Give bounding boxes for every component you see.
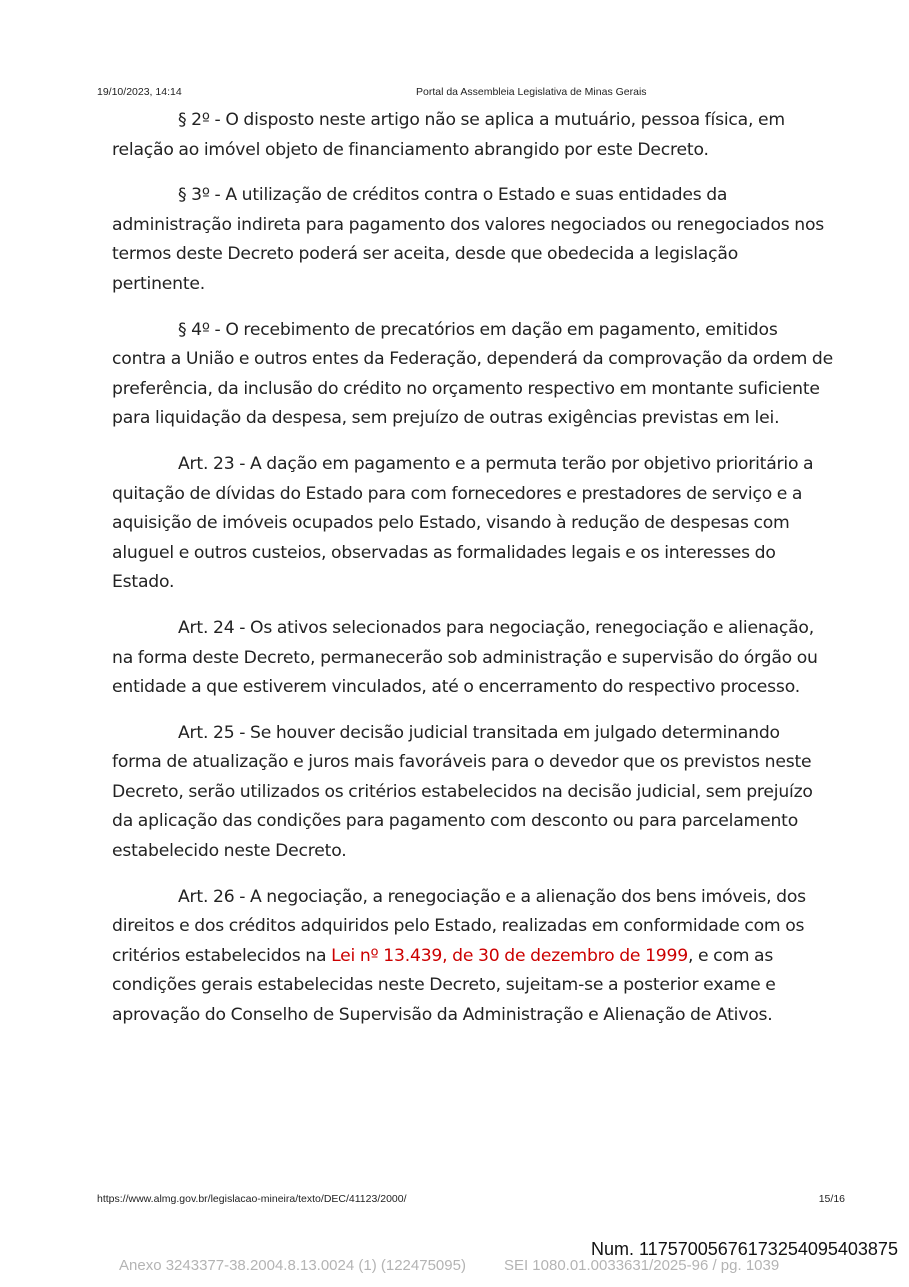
art26-text-after: , e com as condições gerais estabelecidas neste Decreto, sujeitam-se a posterior exame e aprovação do Conselho de Supervisão da Administração e Alienação de Ativos. <box>112 945 776 1026</box>
paragraph-art23: Art. 23 - A dação em pagamento e a permuta terão por objetivo prioritário a quitação de dívidas do Estado para com fornecedores e prestadores de serviço e a aquisição de imóveis ocupados pelo Estado, visando à redução de despesas com aluguel e outros custeios, observadas as formalidades legais e os interesses do Estado. <box>112 453 814 593</box>
paragraph-art25: Art. 25 - Se houver decisão judicial transitada em julgado determinando forma de atualização e juros mais favoráveis para o devedor que os previstos neste Decreto, serão utilizados os critérios estabelecidos na decisão judicial, sem prejuízo da aplicação das condições para pagamento com desconto ou para parcelamento estabelecido neste Decreto. <box>112 722 813 862</box>
sei-page-label: SEI 1080.01.0033631/2025-96 / pg. 1039 <box>503 1257 780 1274</box>
print-header <box>97 86 845 100</box>
paragraph-art22-par3: § 3º - A utilização de créditos contra o Estado e suas entidades da administração indireta para pagamento dos valores negociados ou renegociados nos termos deste Decreto poderá ser aceita, desde que obedecida a legislação pertinente. <box>112 185 825 294</box>
art26-text-before: Art. 26 - A negociação, a renegociação e a alienação dos bens imóveis, dos direitos e dos créditos adquiridos pelo Estado, realizadas em conformidade com os critérios estabelecidos na <box>112 886 806 966</box>
sei-stamp <box>119 1257 779 1274</box>
paragraph-art24: Art. 24 - Os ativos selecionados para negociação, renegociação e alienação, na forma deste Decreto, permanecerão sob administração e supervisão do órgão ou entidade a que estiverem vinculados, até o encerramento do respectivo processo. <box>112 617 818 698</box>
print-url: https://www.almg.gov.br/legislacao-mineira/texto/DEC/41123/2000/ <box>97 1193 407 1205</box>
print-footer <box>97 1193 845 1207</box>
document-body <box>112 106 834 1047</box>
print-page-number: 15/16 <box>818 1193 845 1205</box>
document-number-stamp: Num. 11757005676173254095403875 <box>591 1239 898 1259</box>
paragraph-art22-par4: § 4º - O recebimento de precatórios em dação em pagamento, emitidos contra a União e outros entes da Federação, dependerá da comprovação da ordem de preferência, da inclusão do crédito no orçamento respectivo em montante suficiente para liquidação da despesa, sem prejuízo de outras exigências previstas em lei. <box>112 319 834 429</box>
paragraph-art22-par2: § 2º - O disposto neste artigo não se aplica a mutuário, pessoa física, em relação ao imóvel objeto de financiamento abrangido por este Decreto. <box>112 110 785 160</box>
anexo-label: Anexo 3243377-38.2004.8.13.0024 (1) (122475095) <box>119 1257 466 1274</box>
law-13439-link[interactable]: Lei nº 13.439, de 30 de dezembro de 1999 <box>331 945 689 966</box>
print-site-title: Portal da Assembleia Legislativa de Minas Gerais <box>416 86 647 98</box>
print-datetime: 19/10/2023, 14:14 <box>97 86 182 98</box>
paragraph-art26 <box>112 883 834 1031</box>
